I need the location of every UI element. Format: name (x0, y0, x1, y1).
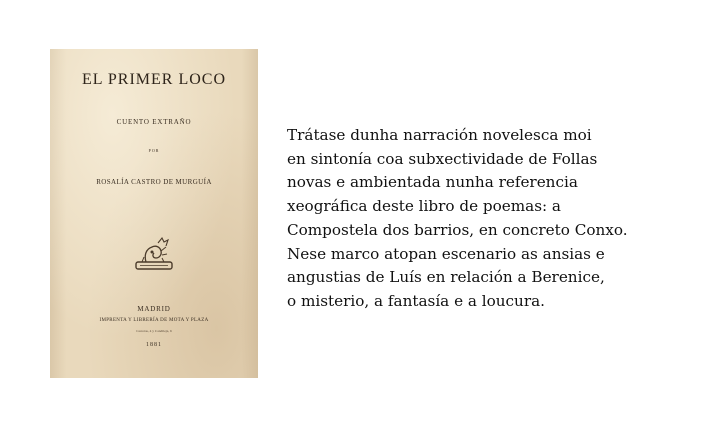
description-line: angustias de Luís en relación a Berenice, (287, 268, 605, 287)
publication-year: 1881 (146, 342, 162, 348)
printer-emblem-icon (132, 235, 176, 273)
publication-city: MADRID (137, 305, 171, 313)
printer-name: IMPRENTA Y LIBRERÍA DE MOTA Y PLAZA (99, 318, 209, 323)
book-cover-image (50, 49, 258, 378)
description-line: Nese marco atopan escenario as ansias e (287, 244, 605, 263)
book-description (287, 124, 687, 314)
book-subtitle: CUENTO EXTRAÑO (116, 118, 192, 126)
printer-address: Carretas, 4 y Candileja, 6 (136, 329, 172, 333)
description-line: Trátase dunha narración novelesca moi (287, 126, 592, 144)
description-line: o misterio, a fantasía e a loucura. (287, 291, 545, 310)
description-line: novas e ambientada nunha referencia (287, 173, 578, 192)
book-author: ROSALÍA CASTRO DE MURGUÍA (96, 178, 212, 186)
description-line: Compostela dos barrios, en concreto Conxo. (287, 220, 628, 239)
book-byline: POR (148, 148, 160, 153)
description-line: en sintonía coa subxectividade de Follas (287, 149, 598, 168)
book-title: EL PRIMER LOCO (81, 71, 227, 88)
description-line: xeográfica deste libro de poemas: a (287, 197, 561, 216)
